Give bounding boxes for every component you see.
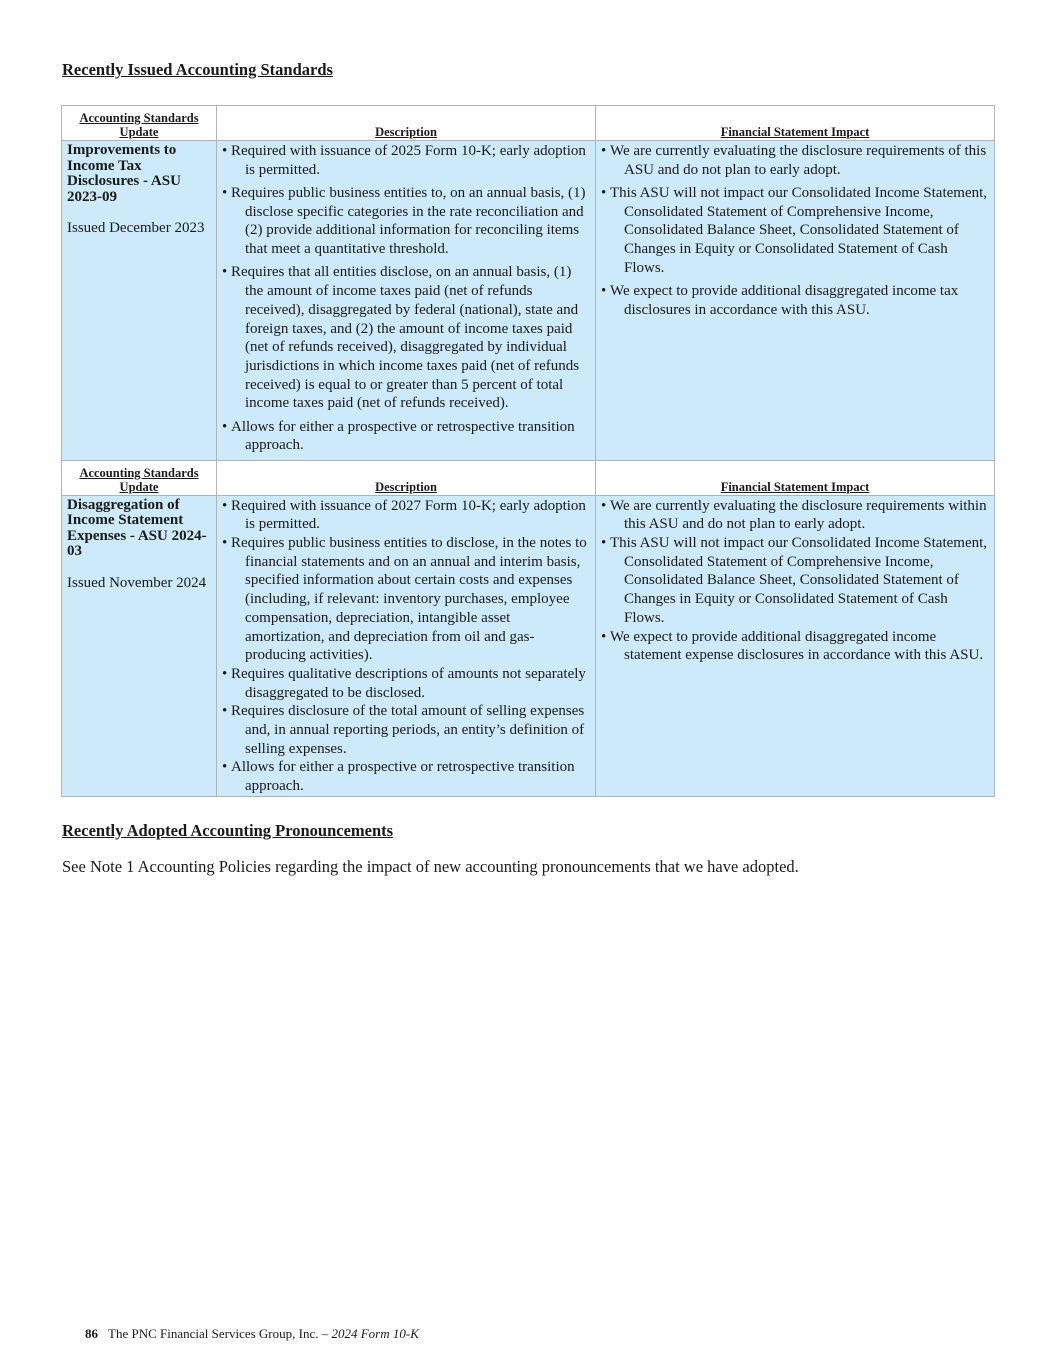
- list-item: • Required with issuance of 2025 Form 10-K; early adoption is permitted.: [222, 142, 592, 179]
- accounting-standards-table: [61, 105, 995, 797]
- header-impact: Financial Statement Impact: [596, 460, 995, 495]
- list-item: • Requires disclosure of the total amount of selling expenses and, in annual reporting periods, an entity’s definition of selling expenses.: [222, 702, 592, 758]
- footer-form: 2024 Form 10-K: [331, 1326, 419, 1341]
- page-footer: [85, 1326, 419, 1342]
- list-item: • This ASU will not impact our Consolidated Income Statement, Consolidated Statement of Comprehensive Income, Consolidated Balance Sheet, Consolidated Statement of Changes in Equity or Consolidated Statement of Cash Flows.: [601, 534, 991, 628]
- list-item: • We expect to provide additional disaggregated income statement expense disclosures in accordance with this ASU.: [601, 628, 991, 665]
- table-row: [62, 141, 995, 461]
- list-item: • This ASU will not impact our Consolidated Income Statement, Consolidated Statement of Comprehensive Income, Consolidated Balance Sheet, Consolidated Statement of Changes in Equity or Consolidated Statement of Cash Flows.: [601, 184, 991, 278]
- asu-issued-date: Issued November 2024: [67, 574, 207, 591]
- header-description: Description: [217, 106, 596, 141]
- list-item: • We are currently evaluating the disclosure requirements within this ASU and do not plan to early adopt.: [601, 497, 991, 534]
- header-impact: Financial Statement Impact: [596, 106, 995, 141]
- header-description: Description: [217, 460, 596, 495]
- list-item: • Requires that all entities disclose, on an annual basis, (1) the amount of income taxes paid (net of refunds received), disaggregated by federal (national), state and foreign taxes, and (2) the amount of income taxes paid (net of refunds received), disaggregated by individual jurisdictions in which income taxes paid (net of refunds received) is equal to or greater than 5 percent of total income taxes paid (net of refunds received).: [222, 263, 592, 413]
- header-asu: Accounting Standards Update: [62, 106, 217, 141]
- section-heading-recently-issued: Recently Issued Accounting Standards: [62, 60, 333, 79]
- asu-title: Disaggregation of Income Statement Expenses - ASU 2024-03: [67, 496, 207, 560]
- table-row: [62, 495, 995, 796]
- list-item: • Required with issuance of 2027 Form 10-K; early adoption is permitted.: [222, 497, 592, 534]
- list-item: • Requires public business entities to, on an annual basis, (1) disclose specific categories in the rate reconciliation and (2) provide additional information for reconciling items that meet a quantitative threshold.: [222, 184, 592, 259]
- section-heading-recently-adopted: Recently Adopted Accounting Pronouncements: [62, 821, 394, 840]
- header-asu: Accounting Standards Update: [62, 460, 217, 495]
- description-cell: [217, 495, 596, 796]
- description-cell: [217, 141, 596, 461]
- list-item: • Allows for either a prospective or retrospective transition approach.: [222, 758, 592, 795]
- asu-title: Improvements to Income Tax Disclosures - ASU 2023-09: [67, 142, 181, 205]
- list-item: • Allows for either a prospective or retrospective transition approach.: [222, 418, 592, 455]
- table-header-row: [62, 460, 995, 495]
- list-item: • We are currently evaluating the disclosure requirements of this ASU and do not plan to early adopt.: [601, 142, 991, 179]
- table-header-row: [62, 106, 995, 141]
- page-number: 86: [85, 1326, 98, 1341]
- adopted-paragraph: See Note 1 Accounting Policies regarding the impact of new accounting pronouncements that we have adopted.: [62, 857, 799, 876]
- list-item: • We expect to provide additional disaggregated income tax disclosures in accordance with this ASU.: [601, 282, 991, 319]
- footer-company: The PNC Financial Services Group, Inc. –: [108, 1326, 329, 1341]
- asu-cell: [62, 495, 217, 796]
- list-item: • Requires public business entities to disclose, in the notes to financial statements and on an annual and interim basis, specified information about certain costs and expenses (including, if relevant: inventory purchases, employee compensation, depreciation, intangible asset amortization, and depreciation from oil and gas-producing activities).: [222, 534, 592, 665]
- asu-issued-date: Issued December 2023: [67, 220, 205, 236]
- asu-cell: [62, 141, 217, 461]
- impact-cell: [596, 495, 995, 796]
- list-item: • Requires qualitative descriptions of amounts not separately disaggregated to be disclosed.: [222, 665, 592, 702]
- impact-cell: [596, 141, 995, 461]
